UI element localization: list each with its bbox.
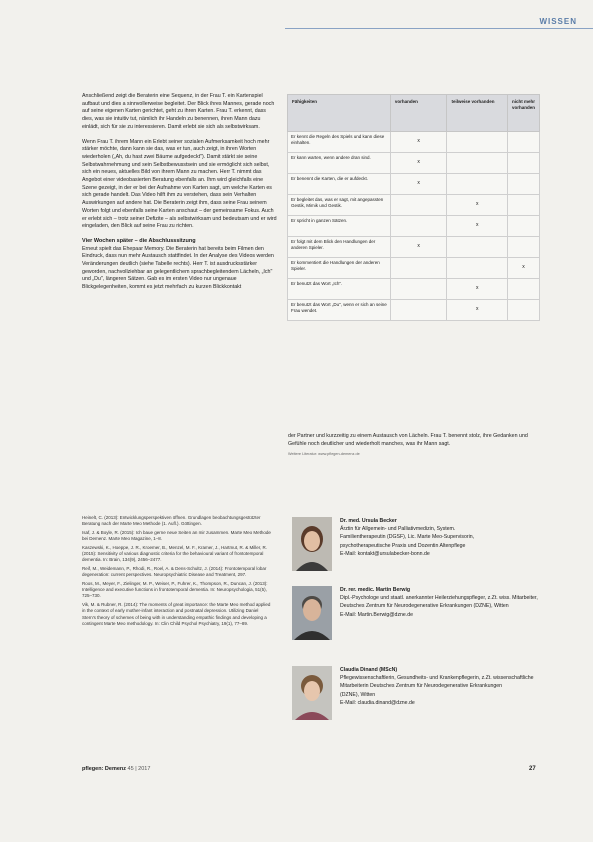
right-column-text (288, 432, 546, 459)
left-column (82, 93, 277, 299)
author-line: Deutsches Zentrum für Neurodegenerative Erkrankungen (DZNE), Witten (340, 603, 509, 610)
paragraph-1: Anschließend zeigt die Beraterin eine Sequenz, in der Frau T. ein Kartenspiel aufbaut und dies a sinnvollerweise begleitet. Der Blick ihres Mannes, gerade noch auf seine eigenen Karten gerichtet, geht zu ihren Karten. Frau T. erkennt, dass dies, was sie intuitiv tut, nämlich ihr Handeln zu benennen, ihren Mann dazu einlädt, sich für sie zu interessieren. Damit erlebt sie sich als selbstwirksam. (82, 93, 275, 130)
ability-mark (508, 216, 540, 237)
author-name: Claudia Dinand (MScN) (340, 667, 398, 673)
literature-note: Weitere Literatur: www.pflegen-demenz.de (288, 452, 360, 457)
author-becker (292, 517, 542, 577)
publication-name: pflegen: Demenz (82, 766, 127, 772)
reference-item: Isaf, J. & Boyle, R. (2015): Ich baue gerne neue Seiten an mir zusammen. Marte Meo Methode bei Demenz. Marte Meo Magazine, 1–8. (82, 529, 271, 542)
paragraph-3: Erneut spielt das Ehepaar Memory. Die Beraterin hat bereits beim Filmen den Eindruck, dass nun mehr Austausch stattfindet. In der Analyse des Videos werden Veränderungen deutlich (siehe Tabelle rechts). Herr T. ist ausdrucksstärker geworden, nachvollziehbar an gelegentlichem sprachbegleitendem Lächeln, „Ich" und „Du", längeren Sätzen. Gab es im ersten Video nur ungenaue Blickgelegenheiten, kommt es jetzt mehrfach zu kurzen Blickkontakt (82, 245, 274, 291)
ability-mark: x (390, 174, 447, 195)
ability-mark (447, 258, 508, 279)
section-label: WISSEN (539, 17, 577, 26)
ability-mark: x (390, 237, 447, 258)
ability-label: Er kann warten, wenn andere dran sind. (288, 153, 391, 174)
author-email: E-Mail: Martin.Berwig@dzne.de (340, 611, 414, 618)
author-line: Ärztin für Allgemein- und Palliativmedizin, System. (340, 526, 456, 533)
author-dinand (292, 666, 542, 726)
author-line: Dipl.-Psychologe und staatl. anerkannter Heilerziehungspfleger, z.Zt. wiss. Mitarbeiter, (340, 595, 538, 602)
ability-label: Er benennt die Karten, die er aufdeckt. (288, 174, 391, 195)
ability-label: Er benutzt das Wort „Ich". (288, 279, 391, 300)
continuation-paragraph: der Partner und kurzzeitig zu einem Austausch von Lächeln. Frau T. benennt stolz, ihre Gedanken und Gefühle noch deutlicher und wiederholt manches, was ihr Mann sagt. (288, 433, 528, 448)
ability-mark (447, 132, 508, 153)
ability-mark (508, 279, 540, 300)
ability-mark: x (390, 153, 447, 174)
ability-mark: x (447, 279, 508, 300)
references (82, 515, 272, 630)
ability-label: Er spricht in ganzen Sätzen. (288, 216, 391, 237)
ability-mark (447, 153, 508, 174)
table-row (288, 216, 540, 237)
ability-mark (508, 132, 540, 153)
ability-mark (390, 195, 447, 216)
ability-mark (390, 258, 447, 279)
header-absent: nicht mehr vorhanden (508, 95, 540, 132)
author-photo (292, 586, 332, 640)
table-body (288, 132, 540, 321)
table-row (288, 195, 540, 216)
issue-number: 45 | 2017 (127, 766, 151, 772)
ability-mark (390, 216, 447, 237)
ability-label: Er benutzt das Wort „Du", wenn er sich an seine Frau wendet. (288, 300, 391, 321)
author-email: E-Mail: claudia.dinand@dzne.de (340, 699, 415, 706)
ability-label: Er kommentiert die Handlungen der anderen Spieler. (288, 258, 391, 279)
paragraph-2: Wenn Frau T. ihrem Mann ein Erlebt seiner sozialen Aufmerksamkeit hoch mehr stärker möchte, dann kann sie das, was er tun, auch zeigt, in ihren Worten wiederholen („Ah, du hast zwei Bäume aufgedeckt"). Damit stärkt sie seine Selbstwahrnehmung und sein Selbstbewusstsein und sie ermöglicht sich selbst, sich ein neues, aktuelles Bild von ihrem Mann zu machen. Herr T. nimmt das Angebot einer videobasierten Beratung ebenfalls an. Ihm wird gleichfalls eine Szene gezeigt, in der er bei der Aufnahme von Karten sagt, um welche Karten es sich gerade handelt. Das Video hilft ihm zu verstehen, dass sein Verhalten Auswirkungen auf andere hat. Die Beraterin zeigt ihm, dass seine Frau seinem Worten folgt und ebenfalls seine Karten anschaut – der gemeinsame Fokus. Auch er erlebt sich – trotz seiner Defizite – als selbstwirksam und bedeutsam und er wird eingeladen, den Blick auf seine Frau zu richten. (82, 138, 277, 230)
author-name: Dr. med. Ursula Becker (340, 518, 397, 524)
table-row (288, 279, 540, 300)
reference-item: Heinelt, C. (2013): Entwicklungsperspektiven öffnen. Grundlagen beobachtungsgestützter Beratung nach der Marte Meo Methode (1. Aufl.). Göttingen. (82, 515, 261, 527)
header-present: vorhanden (390, 95, 447, 132)
ability-mark (508, 237, 540, 258)
author-email: E-Mail: kontakt@ursulabecker-bonn.de (340, 550, 430, 557)
author-info (340, 517, 540, 558)
author-line: psychotherapeutische Praxis und Dozentin Altenpflege (340, 542, 466, 549)
ability-label: Er kennt die Regeln des Spiels und kann diese einhalten. (288, 132, 391, 153)
section-heading: Vier Wochen später – die Abschlusssitzung (82, 237, 196, 244)
table-row (288, 174, 540, 195)
author-info (340, 666, 540, 707)
reference-item: Kaszewski, K., Hoeppe, J. R., Kroemer, B., Menzel, M. F., Kramer, J., Hartmut, R. & Miller, R. (2015): Sensitivity of various diagnostic criteria for the behavioural variant of frontotemporal dementia. In: Brain, 134(9), 2456–2477. (82, 544, 268, 563)
ability-mark: x (390, 132, 447, 153)
ability-mark (447, 237, 508, 258)
ability-mark (390, 300, 447, 321)
ability-mark (508, 195, 540, 216)
footer-publication (82, 766, 150, 772)
abilities-table (287, 94, 540, 321)
ability-mark: x (447, 216, 508, 237)
author-name: Dr. rer. medic. Martin Berwig (340, 587, 411, 593)
author-line: Familientherapeutin (DGSF), Lic. Marte Meo-Supervisorin, (340, 534, 475, 541)
author-photo (292, 666, 332, 720)
table-row (288, 132, 540, 153)
ability-mark (447, 174, 508, 195)
author-photo (292, 517, 332, 571)
author-line: (DZNE), Witten (340, 691, 376, 698)
reference-item: Reif, M., Weidemann, P., Rhodi, R., Roel, A. & Dens-Schultz, J. (2014): Frontotemporal lobar degeneration: current perspectives. Neuropsychiatric Disease and Treatment, 297. (82, 565, 267, 578)
reference-item: Vik, M. & Rubner, R. (2014): The moments of great importance: the Marte Meo method applied in the context of early mother-infant interaction and postnatal depression. Utilizing Daniel Stern's theory of schemes of being with in understanding empathic findings and developing a contingent Marte Meo methodology. In: Clin Child Psychol Psychiatry, 19(1), 77–89. (82, 601, 271, 627)
table-header-row (288, 95, 540, 132)
author-info (340, 586, 540, 619)
ability-mark: x (447, 195, 508, 216)
author-berwig (292, 586, 542, 646)
table-row (288, 153, 540, 174)
page-number: 27 (529, 766, 536, 772)
ability-mark (390, 279, 447, 300)
ability-label: Er begleitet das, was er sagt, mit angepassten Gestik, Mimik und Gestik. (288, 195, 391, 216)
author-line: Pflegewissenschaftlerin, Gesundheits- und Krankenpflegerin, z.Zt. wissenschaftliche Mitarbeiterin Deutsches Zentrum für Neurodegenerative Erkrankungen (340, 675, 534, 690)
header-partial: teilweise vorhanden (447, 95, 508, 132)
reference-item: Roos, M., Meyer, F., Zielinger, M. P., Weiser, P., Fuhrer, K., Thompson, R., Duncan, J. (2013): Intelligence and executive functions in frontotemporal dementia. In: Neuropsychologia, 51(5), 725–730. (82, 580, 268, 599)
table-row (288, 258, 540, 279)
ability-label: Er folgt mit dem Blick den Handlungen der anderen Spieler. (288, 237, 391, 258)
ability-mark (508, 174, 540, 195)
ability-mark (508, 153, 540, 174)
ability-mark: x (447, 300, 508, 321)
header-rule (285, 28, 593, 29)
header-abilities: Fähigkeiten (288, 95, 391, 132)
ability-mark (508, 300, 540, 321)
table-row (288, 300, 540, 321)
ability-mark: x (508, 258, 540, 279)
table-row (288, 237, 540, 258)
